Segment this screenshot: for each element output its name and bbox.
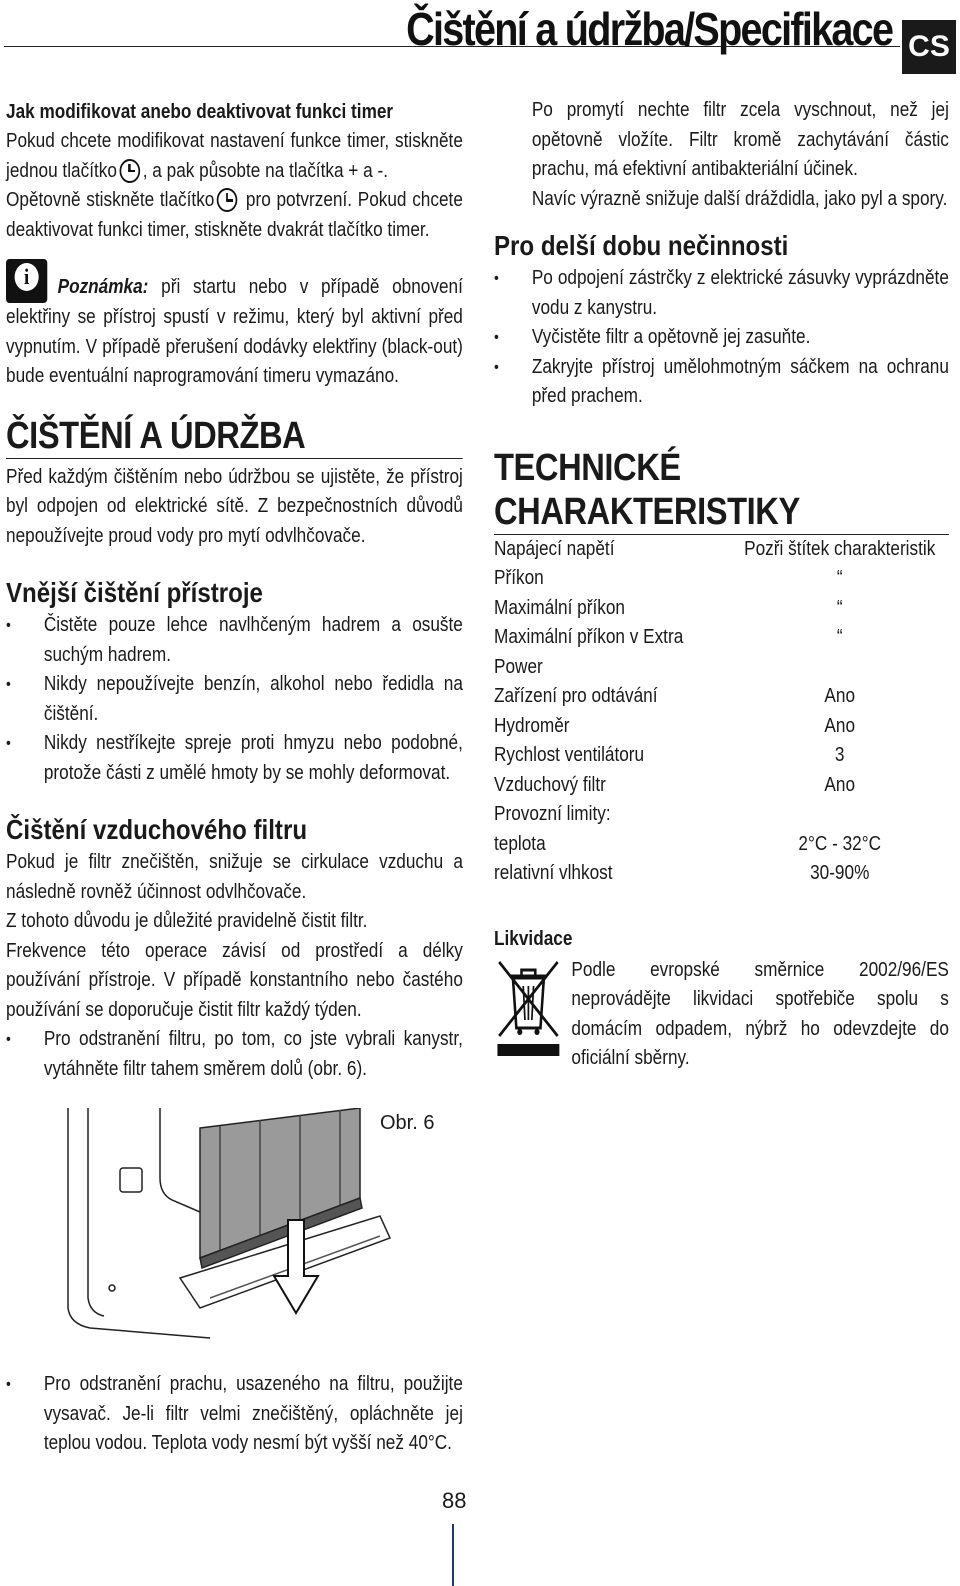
vacuum-list [6,1370,463,1459]
filter-cleaning-heading: Čištění vzduchového filtru [6,814,308,845]
filter-paragraph-2: Z tohoto důvodu je důležité pravidelně čistit filtr. [6,910,368,932]
spec-label: relativní vlhkost [494,862,613,884]
language-badge: CS [902,20,956,74]
spec-row [494,623,949,682]
spec-label: Maximální příkon [494,596,625,619]
spec-value: 2°C - 32°C [798,832,882,855]
disposal-text: Podle evropské směrnice 2002/96/ES neprovádějte likvidaci spotřebiče spolu s domácím odpadem, nýbrž ho odevzdejte do oficiální sběrny. [571,958,949,1069]
clock-icon [217,188,238,212]
idle-list [494,264,949,412]
spec-value: Ano [824,714,856,737]
timer-p1-a: Pokud chcete modifikovat nastavení funkce timer, stiskněte jednou tlačítko [6,130,463,182]
list-item: • Čistěte pouze lehce navlhčeným hadrem a osušte suchým hadrem. [6,611,463,670]
right-column [494,96,950,1074]
left-column [6,96,464,1084]
spec-value: Ano [824,773,856,796]
spec-label: Rychlost ventilátoru [494,744,645,766]
spec-label: Provozní limity: [494,803,611,825]
note-label: Poznámka: [57,276,149,298]
spec-row [494,741,949,771]
spec-value: Pozři štítek charakteristik [744,537,936,560]
info-icon: i [6,259,47,303]
spec-value: “ [836,626,843,648]
clock-icon [120,159,141,183]
timer-p1-b: , a pak působte na tlačítka + a -. [142,159,388,182]
page-title: Čištění a údržba/Specifikace [405,3,892,55]
list-item: • Pro odstranění prachu, usazeného na filtru, použijte vysavač. Je-li filtr velmi znečištěný, opláchněte jej teplou vodou. Teplota vody nesmí být vyšší než 40°C. [6,1370,463,1459]
timer-heading: Jak modifikovat anebo deaktivovat funkci timer [6,101,394,123]
filter-paragraph-3: Frekvence této operace závisí od prostředí a délky používání přístroje. V případě konstantního nebo častého používání se doporučuje čistit filtr každý týden. [6,939,463,1021]
outer-cleaning-heading: Vnější čištění přístroje [6,577,263,608]
timer-p2-a: Opětovně stiskněte tlačítko [6,189,215,211]
spec-row [494,535,949,565]
tech-heading: TECHNICKÉ CHARAKTERISTIKY [494,446,949,535]
spec-value: Ano [824,685,856,707]
disposal-block [494,956,949,1074]
filter-paragraph-1: Pokud je filtr znečištěn, snižuje se cirkulace vzduchu a následně rovněž účinnost odvlhčovače. [6,851,463,903]
list-item: • Nikdy nestříkejte spreje proti hmyzu nebo podobné, protože části z umělé hmoty by se mohly deformovat. [6,729,463,788]
crossed-bin-icon [494,956,563,1056]
filter-list [6,1025,463,1084]
spec-value [731,800,949,830]
spec-row [494,564,949,594]
filter-extra-paragraph: Navíc výrazně snižuje další dráždidla, jako pyl a spory. [531,187,948,210]
spec-row [494,682,949,712]
list-item: • Po odpojení zástrčky z elektrické zásuvky vyprázdněte vodu z kanystru. [494,264,949,323]
spec-label: Napájecí napětí [494,537,615,560]
note-paragraph [6,259,463,392]
spec-value: 30-90% [810,862,870,884]
bottom-list-block [6,1370,464,1459]
timer-p2-b: pro potvrzení. Pokud chcete deaktivovat funkci timer, stiskněte dvakrát tlačítko timer. [6,189,463,241]
spec-row [494,594,949,624]
filter-dry-paragraph: Po promytí nechte filtr zcela vyschnout, než jej opětovně vložíte. Filtr kromě zachytávání částic prachu, má efektivní antibakteriální účinek. [531,99,949,180]
timer-paragraph-2 [6,186,463,245]
cleaning-heading: ČIŠTĚNÍ A ÚDRŽBA [6,414,463,459]
spec-row [494,771,949,801]
footer-line [452,1524,454,1586]
spec-label: Hydroměr [494,714,570,737]
spec-value: “ [836,596,843,619]
outer-cleaning-list [6,611,463,788]
spec-row [494,800,949,830]
spec-row [494,859,949,889]
list-item: • Pro odstranění filtru, po tom, co jste vybrali kanystr, vytáhněte filtr tahem směrem dolů (obr. 6). [6,1025,463,1084]
disposal-heading: Likvidace [494,927,573,950]
spec-row [494,830,949,860]
spec-label: Vzduchový filtr [494,773,606,796]
timer-paragraph-1 [6,127,463,186]
page-number: 88 [442,1488,467,1513]
spec-label: Zařízení pro odtávání [494,685,658,707]
list-item: • Vyčistěte filtr a opětovně jej zasuňte. [494,323,949,353]
list-item: • Zakryjte přístroj umělohmotným sáčkem na ochranu před prachem. [494,353,949,412]
cleaning-intro: Před každým čištěním nebo údržbou se ujistěte, že přístroj byl odpojen od elektrické sítě. Z bezpečnostních důvodů nepoužívejte proud vody pro mytí odvlhčovače. [6,465,463,547]
figure-label: Obr. 6 [380,1112,435,1134]
spec-label: Maximální příkon v Extra Power [494,626,684,678]
spec-label: Příkon [494,567,544,589]
dehumidifier-filter-illustration [60,1108,430,1358]
list-item: • Nikdy nepoužívejte benzín, alkohol nebo ředidla na čištění. [6,670,463,729]
idle-heading: Pro delší dobu nečinnosti [494,230,789,261]
spec-value: “ [836,567,843,589]
spec-value: 3 [834,744,845,766]
note-text: při startu nebo v případě obnovení elektřiny se přístroj spustí v režimu, který byl aktivní před vypnutím. V případě přerušení dodávky elektřiny (black-out) bude eventuální naprogramování timeru vymazáno. [6,276,463,387]
spec-table [494,535,949,889]
spec-label: teplota [494,832,546,855]
spec-row [494,712,949,742]
